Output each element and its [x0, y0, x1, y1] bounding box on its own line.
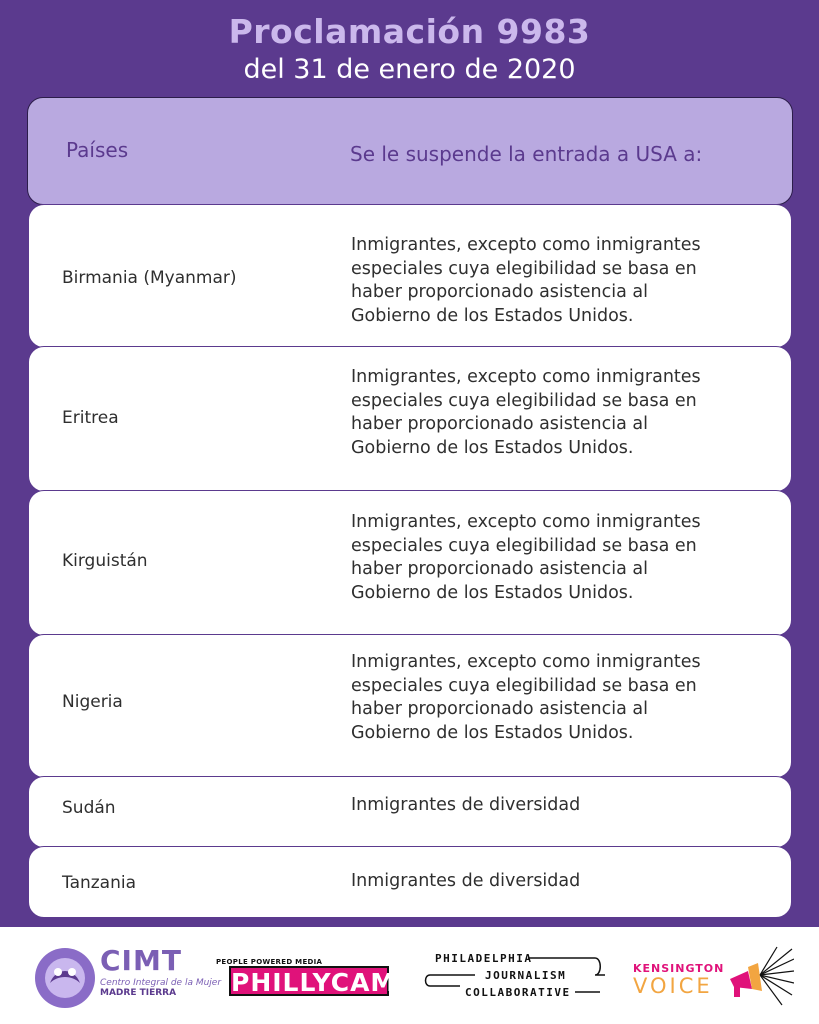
- restriction-line: Gobierno de los Estados Unidos.: [351, 305, 634, 326]
- country-name: Sudán: [62, 798, 116, 818]
- restriction-line: especiales cuya elegibilidad se basa en: [351, 535, 697, 556]
- table-header: [27, 97, 793, 205]
- page-subtitle: del 31 de enero de 2020: [243, 54, 576, 85]
- megaphone-icon: [722, 945, 794, 1007]
- cimt-logo-icon: [32, 945, 98, 1011]
- pjc-line1: PHILADELPHIA: [435, 952, 533, 965]
- pjc-line2: JOURNALISM: [485, 969, 567, 982]
- restriction-line: especiales cuya elegibilidad se basa en: [351, 675, 697, 696]
- restriction-line: Inmigrantes, excepto como inmigrantes: [351, 367, 701, 387]
- pjc-line3: COLLABORATIVE: [465, 986, 571, 999]
- table-row: [28, 846, 792, 918]
- cimt-name: CIMT: [100, 944, 182, 977]
- table-row: [28, 490, 792, 636]
- table-row: [28, 346, 792, 492]
- restriction-line: haber proporcionado asistencia al: [351, 282, 648, 302]
- restriction-line: haber proporcionado asistencia al: [351, 414, 648, 434]
- phillycam-tagline: PEOPLE POWERED MEDIA: [216, 958, 323, 966]
- country-name: Eritrea: [62, 408, 119, 428]
- restriction-line: Inmigrantes, excepto como inmigrantes: [351, 512, 701, 532]
- header-countries: Países: [66, 138, 129, 162]
- restriction-text: [351, 651, 771, 745]
- restriction-line: haber proporcionado asistencia al: [351, 559, 648, 579]
- restriction-line: especiales cuya elegibilidad se basa en: [351, 390, 697, 411]
- cimt-subtitle: MADRE TIERRA: [100, 988, 177, 998]
- restriction-line: Gobierno de los Estados Unidos.: [351, 582, 634, 603]
- restriction-line: Inmigrantes, excepto como inmigrantes: [351, 652, 701, 672]
- restriction-line: especiales cuya elegibilidad se basa en: [351, 258, 697, 279]
- restriction-text: [351, 870, 771, 894]
- restriction-text: [351, 366, 771, 460]
- phillycam-logo: PHILLYCAM: [231, 968, 397, 997]
- kensington-title: KENSINGTON: [633, 962, 725, 975]
- restriction-text: [351, 511, 771, 605]
- restriction-line: Gobierno de los Estados Unidos.: [351, 437, 634, 458]
- restriction-text: [351, 794, 771, 818]
- restriction-line: haber proporcionado asistencia al: [351, 699, 648, 719]
- country-name: Tanzania: [62, 873, 137, 893]
- restriction-line: Inmigrantes, excepto como inmigrantes: [351, 235, 701, 255]
- header-suspension: Se le suspende la entrada a USA a:: [350, 142, 703, 166]
- pjc-lines-icon: [420, 950, 610, 1000]
- kensington-voice: VOICE: [633, 974, 713, 998]
- table-row: [28, 634, 792, 778]
- page-title: Proclamación 9983: [228, 12, 591, 51]
- restriction-line: Inmigrantes de diversidad: [351, 871, 581, 891]
- table-row: [28, 776, 792, 848]
- cimt-logo: [100, 944, 221, 998]
- country-name: Birmania (Myanmar): [62, 268, 237, 288]
- restriction-line: Inmigrantes de diversidad: [351, 795, 581, 815]
- restriction-line: Gobierno de los Estados Unidos.: [351, 722, 634, 743]
- country-name: Kirguistán: [62, 551, 148, 571]
- restriction-text: [351, 234, 771, 328]
- cimt-tagline: Centro Integral de la Mujer: [100, 978, 222, 988]
- country-name: Nigeria: [62, 692, 123, 712]
- table-row: [28, 204, 792, 348]
